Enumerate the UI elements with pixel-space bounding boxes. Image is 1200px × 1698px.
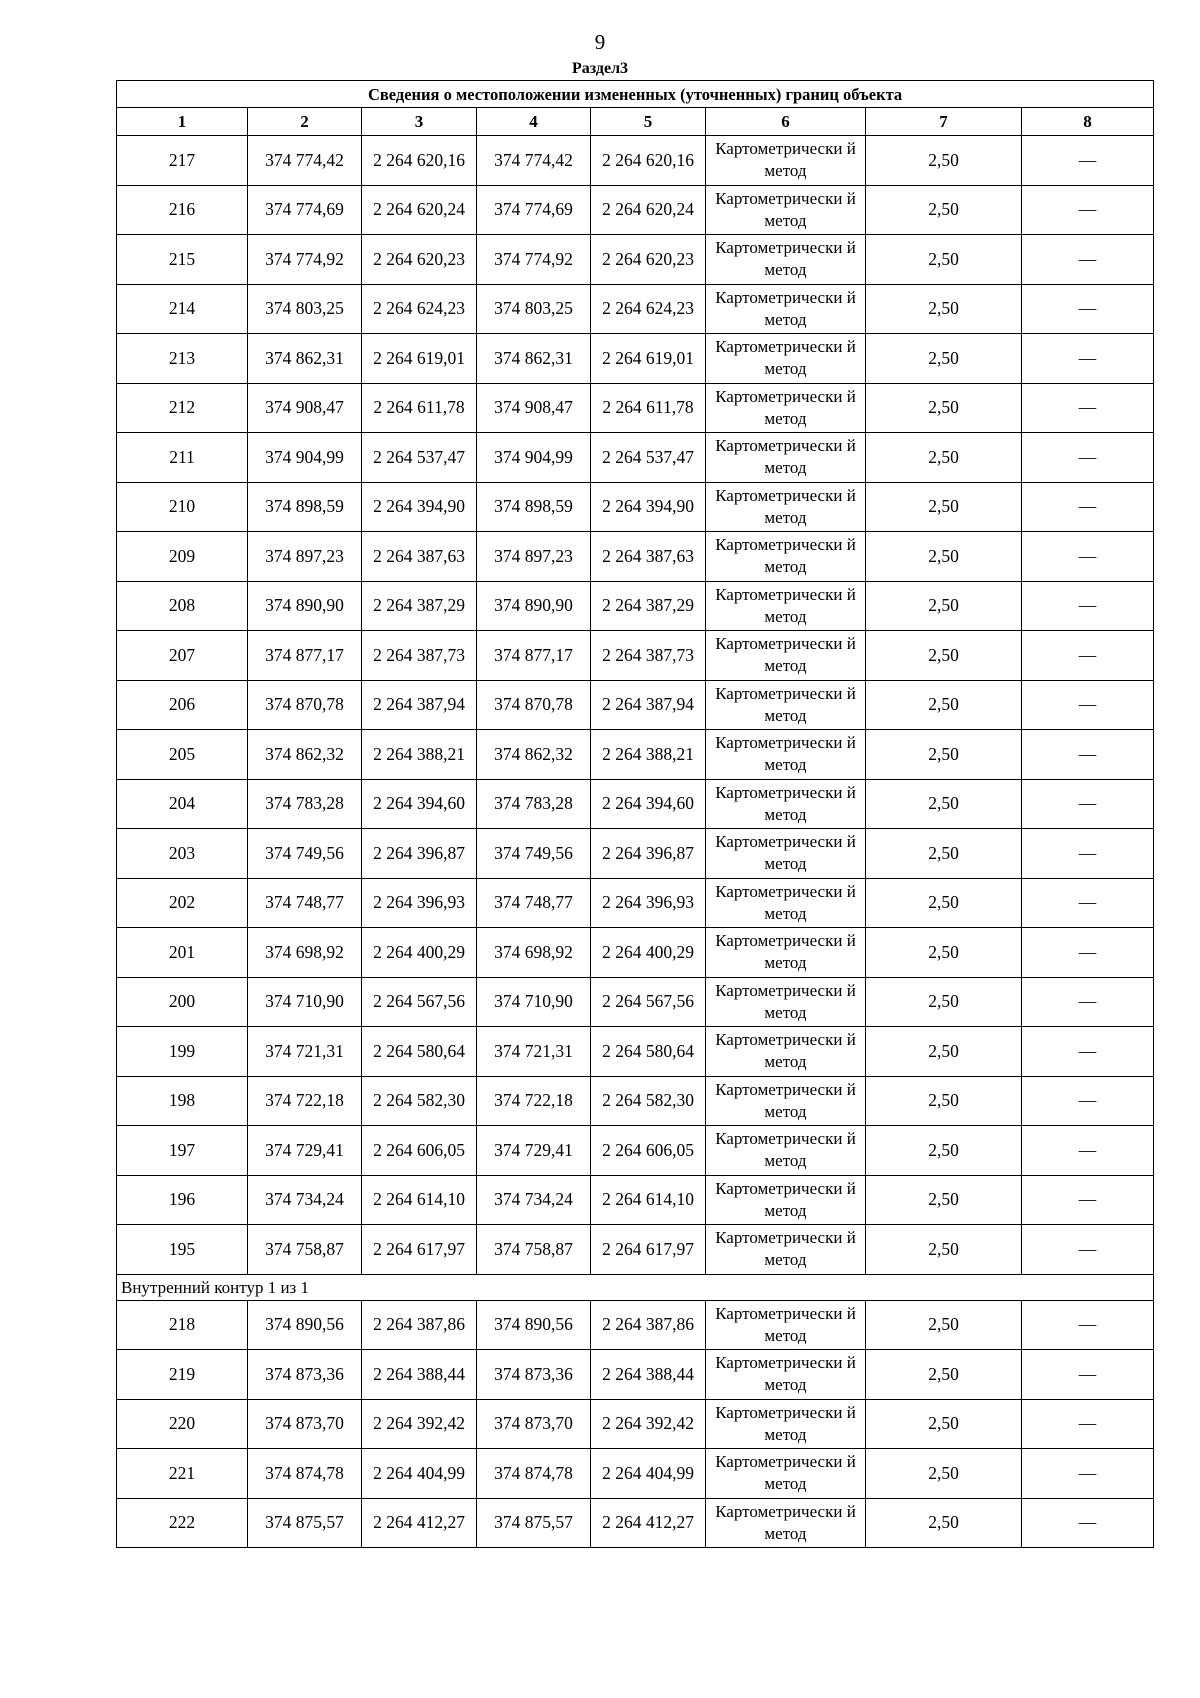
x-new-coordinate-cell: 374 874,78 <box>477 1449 591 1499</box>
x-new-coordinate-cell: 374 710,90 <box>477 977 591 1027</box>
point-number-cell: 222 <box>117 1498 248 1548</box>
y-coordinate-cell: 2 264 387,94 <box>362 680 477 730</box>
table-row <box>117 235 1154 285</box>
empty-value-cell: — <box>1022 1027 1154 1077</box>
x-coordinate-cell: 374 748,77 <box>248 878 362 928</box>
y-new-coordinate-cell: 2 264 396,93 <box>591 878 706 928</box>
empty-value-cell: — <box>1022 1449 1154 1499</box>
accuracy-cell: 2,50 <box>866 1449 1022 1499</box>
table-row <box>117 1399 1154 1449</box>
point-number-cell: 205 <box>117 730 248 780</box>
accuracy-cell: 2,50 <box>866 1126 1022 1176</box>
empty-value-cell: — <box>1022 235 1154 285</box>
method-cell: Картометрически й метод <box>706 284 866 334</box>
x-coordinate-cell: 374 908,47 <box>248 383 362 433</box>
accuracy-cell: 2,50 <box>866 928 1022 978</box>
x-coordinate-cell: 374 904,99 <box>248 433 362 483</box>
y-coordinate-cell: 2 264 606,05 <box>362 1126 477 1176</box>
column-number: 8 <box>1022 108 1154 136</box>
accuracy-cell: 2,50 <box>866 1076 1022 1126</box>
y-coordinate-cell: 2 264 617,97 <box>362 1225 477 1275</box>
x-new-coordinate-cell: 374 774,42 <box>477 136 591 186</box>
x-new-coordinate-cell: 374 875,57 <box>477 1498 591 1548</box>
point-number-cell: 217 <box>117 136 248 186</box>
y-coordinate-cell: 2 264 396,93 <box>362 878 477 928</box>
y-coordinate-cell: 2 264 392,42 <box>362 1399 477 1449</box>
method-cell: Картометрически й метод <box>706 383 866 433</box>
x-coordinate-cell: 374 774,92 <box>248 235 362 285</box>
accuracy-cell: 2,50 <box>866 235 1022 285</box>
method-cell: Картометрически й метод <box>706 878 866 928</box>
accuracy-cell: 2,50 <box>866 284 1022 334</box>
empty-value-cell: — <box>1022 1076 1154 1126</box>
point-number-cell: 209 <box>117 532 248 582</box>
y-new-coordinate-cell: 2 264 611,78 <box>591 383 706 433</box>
point-number-cell: 221 <box>117 1449 248 1499</box>
y-new-coordinate-cell: 2 264 620,23 <box>591 235 706 285</box>
y-new-coordinate-cell: 2 264 624,23 <box>591 284 706 334</box>
x-new-coordinate-cell: 374 774,69 <box>477 185 591 235</box>
x-coordinate-cell: 374 875,57 <box>248 1498 362 1548</box>
y-coordinate-cell: 2 264 620,23 <box>362 235 477 285</box>
accuracy-cell: 2,50 <box>866 383 1022 433</box>
x-coordinate-cell: 374 749,56 <box>248 829 362 879</box>
accuracy-cell: 2,50 <box>866 1027 1022 1077</box>
point-number-cell: 208 <box>117 581 248 631</box>
column-number: 5 <box>591 108 706 136</box>
empty-value-cell: — <box>1022 1350 1154 1400</box>
empty-value-cell: — <box>1022 581 1154 631</box>
y-coordinate-cell: 2 264 611,78 <box>362 383 477 433</box>
point-number-cell: 198 <box>117 1076 248 1126</box>
table-row <box>117 1126 1154 1176</box>
method-cell: Картометрически й метод <box>706 730 866 780</box>
x-new-coordinate-cell: 374 774,92 <box>477 235 591 285</box>
table-row <box>117 185 1154 235</box>
y-new-coordinate-cell: 2 264 400,29 <box>591 928 706 978</box>
boundary-coordinates-table <box>116 80 1154 1548</box>
accuracy-cell: 2,50 <box>866 730 1022 780</box>
empty-value-cell: — <box>1022 680 1154 730</box>
table-row <box>117 1175 1154 1225</box>
accuracy-cell: 2,50 <box>866 631 1022 681</box>
point-number-cell: 195 <box>117 1225 248 1275</box>
x-coordinate-cell: 374 698,92 <box>248 928 362 978</box>
x-coordinate-cell: 374 873,70 <box>248 1399 362 1449</box>
y-new-coordinate-cell: 2 264 606,05 <box>591 1126 706 1176</box>
x-new-coordinate-cell: 374 729,41 <box>477 1126 591 1176</box>
table-row <box>117 829 1154 879</box>
accuracy-cell: 2,50 <box>866 1175 1022 1225</box>
x-new-coordinate-cell: 374 873,36 <box>477 1350 591 1400</box>
x-coordinate-cell: 374 874,78 <box>248 1449 362 1499</box>
point-number-cell: 214 <box>117 284 248 334</box>
table-row <box>117 581 1154 631</box>
accuracy-cell: 2,50 <box>866 878 1022 928</box>
y-coordinate-cell: 2 264 624,23 <box>362 284 477 334</box>
column-number: 2 <box>248 108 362 136</box>
y-new-coordinate-cell: 2 264 387,29 <box>591 581 706 631</box>
x-coordinate-cell: 374 783,28 <box>248 779 362 829</box>
empty-value-cell: — <box>1022 829 1154 879</box>
empty-value-cell: — <box>1022 928 1154 978</box>
empty-value-cell: — <box>1022 1498 1154 1548</box>
accuracy-cell: 2,50 <box>866 136 1022 186</box>
x-coordinate-cell: 374 898,59 <box>248 482 362 532</box>
table-row <box>117 383 1154 433</box>
y-new-coordinate-cell: 2 264 387,86 <box>591 1300 706 1350</box>
y-coordinate-cell: 2 264 387,86 <box>362 1300 477 1350</box>
empty-value-cell: — <box>1022 1399 1154 1449</box>
empty-value-cell: — <box>1022 284 1154 334</box>
table-row <box>117 1300 1154 1350</box>
x-new-coordinate-cell: 374 877,17 <box>477 631 591 681</box>
empty-value-cell: — <box>1022 482 1154 532</box>
x-coordinate-cell: 374 877,17 <box>248 631 362 681</box>
method-cell: Картометрически й метод <box>706 1126 866 1176</box>
table-row <box>117 680 1154 730</box>
point-number-cell: 199 <box>117 1027 248 1077</box>
x-coordinate-cell: 374 774,42 <box>248 136 362 186</box>
point-number-cell: 200 <box>117 977 248 1027</box>
empty-value-cell: — <box>1022 383 1154 433</box>
empty-value-cell: — <box>1022 1300 1154 1350</box>
x-new-coordinate-cell: 374 897,23 <box>477 532 591 582</box>
accuracy-cell: 2,50 <box>866 532 1022 582</box>
y-new-coordinate-cell: 2 264 537,47 <box>591 433 706 483</box>
method-cell: Картометрически й метод <box>706 1449 866 1499</box>
empty-value-cell: — <box>1022 532 1154 582</box>
x-new-coordinate-cell: 374 749,56 <box>477 829 591 879</box>
empty-value-cell: — <box>1022 878 1154 928</box>
x-new-coordinate-cell: 374 722,18 <box>477 1076 591 1126</box>
method-cell: Картометрически й метод <box>706 779 866 829</box>
point-number-cell: 207 <box>117 631 248 681</box>
x-coordinate-cell: 374 774,69 <box>248 185 362 235</box>
table-row <box>117 532 1154 582</box>
method-cell: Картометрически й метод <box>706 631 866 681</box>
table-row <box>117 631 1154 681</box>
table-row <box>117 1076 1154 1126</box>
y-coordinate-cell: 2 264 387,29 <box>362 581 477 631</box>
method-cell: Картометрически й метод <box>706 433 866 483</box>
accuracy-cell: 2,50 <box>866 581 1022 631</box>
point-number-cell: 215 <box>117 235 248 285</box>
x-coordinate-cell: 374 870,78 <box>248 680 362 730</box>
accuracy-cell: 2,50 <box>866 779 1022 829</box>
method-cell: Картометрически й метод <box>706 1225 866 1275</box>
accuracy-cell: 2,50 <box>866 1225 1022 1275</box>
y-coordinate-cell: 2 264 412,27 <box>362 1498 477 1548</box>
accuracy-cell: 2,50 <box>866 433 1022 483</box>
x-new-coordinate-cell: 374 783,28 <box>477 779 591 829</box>
x-new-coordinate-cell: 374 904,99 <box>477 433 591 483</box>
x-new-coordinate-cell: 374 748,77 <box>477 878 591 928</box>
empty-value-cell: — <box>1022 185 1154 235</box>
method-cell: Картометрически й метод <box>706 1076 866 1126</box>
y-new-coordinate-cell: 2 264 620,24 <box>591 185 706 235</box>
x-coordinate-cell: 374 721,31 <box>248 1027 362 1077</box>
x-coordinate-cell: 374 729,41 <box>248 1126 362 1176</box>
x-new-coordinate-cell: 374 908,47 <box>477 383 591 433</box>
x-coordinate-cell: 374 873,36 <box>248 1350 362 1400</box>
empty-value-cell: — <box>1022 631 1154 681</box>
empty-value-cell: — <box>1022 136 1154 186</box>
x-coordinate-cell: 374 710,90 <box>248 977 362 1027</box>
column-number: 7 <box>866 108 1022 136</box>
method-cell: Картометрически й метод <box>706 581 866 631</box>
table-row <box>117 334 1154 384</box>
y-new-coordinate-cell: 2 264 580,64 <box>591 1027 706 1077</box>
table-row <box>117 1225 1154 1275</box>
y-new-coordinate-cell: 2 264 388,44 <box>591 1350 706 1400</box>
method-cell: Картометрически й метод <box>706 1175 866 1225</box>
table-row <box>117 1350 1154 1400</box>
x-coordinate-cell: 374 722,18 <box>248 1076 362 1126</box>
inner-contour-row <box>117 1274 1154 1300</box>
point-number-cell: 196 <box>117 1175 248 1225</box>
column-number: 6 <box>706 108 866 136</box>
x-coordinate-cell: 374 758,87 <box>248 1225 362 1275</box>
x-coordinate-cell: 374 890,90 <box>248 581 362 631</box>
y-coordinate-cell: 2 264 394,60 <box>362 779 477 829</box>
empty-value-cell: — <box>1022 1225 1154 1275</box>
method-cell: Картометрически й метод <box>706 977 866 1027</box>
point-number-cell: 218 <box>117 1300 248 1350</box>
y-coordinate-cell: 2 264 387,73 <box>362 631 477 681</box>
y-new-coordinate-cell: 2 264 614,10 <box>591 1175 706 1225</box>
empty-value-cell: — <box>1022 779 1154 829</box>
point-number-cell: 201 <box>117 928 248 978</box>
method-cell: Картометрически й метод <box>706 1300 866 1350</box>
table-row <box>117 1498 1154 1548</box>
x-new-coordinate-cell: 374 862,31 <box>477 334 591 384</box>
point-number-cell: 204 <box>117 779 248 829</box>
x-new-coordinate-cell: 374 862,32 <box>477 730 591 780</box>
section-title: Раздел3 <box>571 60 629 77</box>
y-coordinate-cell: 2 264 394,90 <box>362 482 477 532</box>
accuracy-cell: 2,50 <box>866 334 1022 384</box>
y-new-coordinate-cell: 2 264 388,21 <box>591 730 706 780</box>
y-new-coordinate-cell: 2 264 404,99 <box>591 1449 706 1499</box>
y-new-coordinate-cell: 2 264 387,73 <box>591 631 706 681</box>
accuracy-cell: 2,50 <box>866 1498 1022 1548</box>
empty-value-cell: — <box>1022 1175 1154 1225</box>
method-cell: Картометрически й метод <box>706 532 866 582</box>
point-number-cell: 219 <box>117 1350 248 1400</box>
inner-contour-label: Внутренний контур 1 из 1 <box>117 1274 1154 1300</box>
table-row <box>117 433 1154 483</box>
accuracy-cell: 2,50 <box>866 829 1022 879</box>
accuracy-cell: 2,50 <box>866 1350 1022 1400</box>
page-number: 9 <box>594 30 606 54</box>
empty-value-cell: — <box>1022 1126 1154 1176</box>
x-coordinate-cell: 374 734,24 <box>248 1175 362 1225</box>
table-caption: Сведения о местоположении измененных (уточненных) границ объекта <box>117 81 1154 108</box>
x-new-coordinate-cell: 374 898,59 <box>477 482 591 532</box>
x-coordinate-cell: 374 862,31 <box>248 334 362 384</box>
y-coordinate-cell: 2 264 388,21 <box>362 730 477 780</box>
point-number-cell: 206 <box>117 680 248 730</box>
table-caption-row <box>117 81 1154 108</box>
point-number-cell: 210 <box>117 482 248 532</box>
column-number: 3 <box>362 108 477 136</box>
column-numbers-row <box>117 108 1154 136</box>
method-cell: Картометрически й метод <box>706 185 866 235</box>
y-coordinate-cell: 2 264 396,87 <box>362 829 477 879</box>
method-cell: Картометрически й метод <box>706 829 866 879</box>
y-new-coordinate-cell: 2 264 387,94 <box>591 680 706 730</box>
x-new-coordinate-cell: 374 721,31 <box>477 1027 591 1077</box>
y-new-coordinate-cell: 2 264 396,87 <box>591 829 706 879</box>
method-cell: Картометрически й метод <box>706 1027 866 1077</box>
table-row <box>117 136 1154 186</box>
y-coordinate-cell: 2 264 388,44 <box>362 1350 477 1400</box>
x-new-coordinate-cell: 374 890,56 <box>477 1300 591 1350</box>
point-number-cell: 211 <box>117 433 248 483</box>
x-new-coordinate-cell: 374 734,24 <box>477 1175 591 1225</box>
column-number: 4 <box>477 108 591 136</box>
y-coordinate-cell: 2 264 400,29 <box>362 928 477 978</box>
empty-value-cell: — <box>1022 334 1154 384</box>
point-number-cell: 202 <box>117 878 248 928</box>
point-number-cell: 212 <box>117 383 248 433</box>
y-new-coordinate-cell: 2 264 620,16 <box>591 136 706 186</box>
empty-value-cell: — <box>1022 433 1154 483</box>
table-row <box>117 284 1154 334</box>
x-new-coordinate-cell: 374 698,92 <box>477 928 591 978</box>
table-row <box>117 928 1154 978</box>
x-new-coordinate-cell: 374 870,78 <box>477 680 591 730</box>
method-cell: Картометрически й метод <box>706 928 866 978</box>
y-coordinate-cell: 2 264 580,64 <box>362 1027 477 1077</box>
y-coordinate-cell: 2 264 619,01 <box>362 334 477 384</box>
method-cell: Картометрически й метод <box>706 235 866 285</box>
accuracy-cell: 2,50 <box>866 680 1022 730</box>
x-coordinate-cell: 374 803,25 <box>248 284 362 334</box>
table-row <box>117 779 1154 829</box>
x-new-coordinate-cell: 374 873,70 <box>477 1399 591 1449</box>
y-new-coordinate-cell: 2 264 394,60 <box>591 779 706 829</box>
y-coordinate-cell: 2 264 620,16 <box>362 136 477 186</box>
table-row <box>117 482 1154 532</box>
table-row <box>117 878 1154 928</box>
method-cell: Картометрически й метод <box>706 680 866 730</box>
y-coordinate-cell: 2 264 537,47 <box>362 433 477 483</box>
y-coordinate-cell: 2 264 582,30 <box>362 1076 477 1126</box>
point-number-cell: 203 <box>117 829 248 879</box>
method-cell: Картометрически й метод <box>706 136 866 186</box>
table-row <box>117 730 1154 780</box>
y-new-coordinate-cell: 2 264 392,42 <box>591 1399 706 1449</box>
accuracy-cell: 2,50 <box>866 185 1022 235</box>
y-new-coordinate-cell: 2 264 582,30 <box>591 1076 706 1126</box>
y-new-coordinate-cell: 2 264 619,01 <box>591 334 706 384</box>
method-cell: Картометрически й метод <box>706 334 866 384</box>
accuracy-cell: 2,50 <box>866 977 1022 1027</box>
method-cell: Картометрически й метод <box>706 482 866 532</box>
y-new-coordinate-cell: 2 264 394,90 <box>591 482 706 532</box>
y-coordinate-cell: 2 264 567,56 <box>362 977 477 1027</box>
y-coordinate-cell: 2 264 620,24 <box>362 185 477 235</box>
y-coordinate-cell: 2 264 614,10 <box>362 1175 477 1225</box>
method-cell: Картометрически й метод <box>706 1399 866 1449</box>
table-row <box>117 1027 1154 1077</box>
method-cell: Картометрически й метод <box>706 1350 866 1400</box>
table-row <box>117 1449 1154 1499</box>
empty-value-cell: — <box>1022 730 1154 780</box>
point-number-cell: 220 <box>117 1399 248 1449</box>
y-new-coordinate-cell: 2 264 567,56 <box>591 977 706 1027</box>
x-coordinate-cell: 374 890,56 <box>248 1300 362 1350</box>
accuracy-cell: 2,50 <box>866 1399 1022 1449</box>
y-coordinate-cell: 2 264 387,63 <box>362 532 477 582</box>
y-new-coordinate-cell: 2 264 617,97 <box>591 1225 706 1275</box>
x-coordinate-cell: 374 862,32 <box>248 730 362 780</box>
x-new-coordinate-cell: 374 803,25 <box>477 284 591 334</box>
method-cell: Картометрически й метод <box>706 1498 866 1548</box>
accuracy-cell: 2,50 <box>866 482 1022 532</box>
y-coordinate-cell: 2 264 404,99 <box>362 1449 477 1499</box>
x-coordinate-cell: 374 897,23 <box>248 532 362 582</box>
point-number-cell: 216 <box>117 185 248 235</box>
x-new-coordinate-cell: 374 758,87 <box>477 1225 591 1275</box>
empty-value-cell: — <box>1022 977 1154 1027</box>
y-new-coordinate-cell: 2 264 387,63 <box>591 532 706 582</box>
y-new-coordinate-cell: 2 264 412,27 <box>591 1498 706 1548</box>
table-row <box>117 977 1154 1027</box>
point-number-cell: 197 <box>117 1126 248 1176</box>
x-new-coordinate-cell: 374 890,90 <box>477 581 591 631</box>
column-number: 1 <box>117 108 248 136</box>
point-number-cell: 213 <box>117 334 248 384</box>
accuracy-cell: 2,50 <box>866 1300 1022 1350</box>
